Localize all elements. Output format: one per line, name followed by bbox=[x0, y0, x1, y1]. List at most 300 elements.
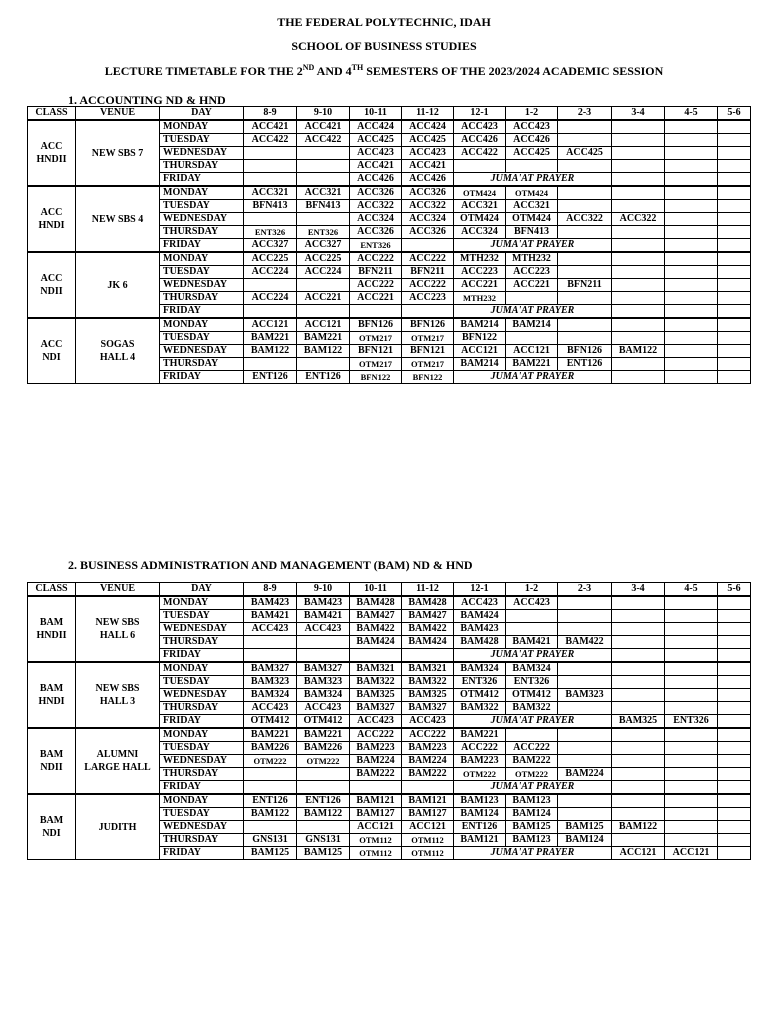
empty-cell bbox=[665, 332, 718, 345]
timetable-title: LECTURE TIMETABLE FOR THE 2ND AND 4TH SEMESTERS OF THE 2023/2024 ACADEMIC SESSION bbox=[104, 63, 664, 78]
empty-cell bbox=[558, 742, 612, 755]
class-label: NDI bbox=[42, 352, 61, 363]
empty-cell bbox=[665, 345, 718, 358]
course-cell: BAM424 bbox=[454, 610, 506, 623]
empty-cell bbox=[558, 676, 612, 689]
empty-cell bbox=[558, 623, 612, 636]
course-cell: OTM112 bbox=[402, 847, 454, 860]
empty-cell bbox=[718, 173, 751, 187]
table-row bbox=[28, 794, 751, 808]
empty-cell bbox=[665, 662, 718, 676]
course-cell: ACC326 bbox=[350, 226, 402, 239]
course-cell: ACC423 bbox=[506, 596, 558, 610]
day-cell: FRIDAY bbox=[160, 781, 244, 795]
day-cell: MONDAY bbox=[160, 662, 244, 676]
day-cell: THURSDAY bbox=[160, 292, 244, 305]
course-cell: BAM124 bbox=[506, 808, 558, 821]
course-cell: ACC425 bbox=[402, 134, 454, 147]
day-cell: WEDNESDAY bbox=[160, 279, 244, 292]
table-row bbox=[28, 596, 751, 610]
empty-cell bbox=[612, 662, 665, 676]
empty-cell bbox=[506, 160, 558, 173]
course-cell: ACC424 bbox=[350, 120, 402, 134]
empty-cell bbox=[718, 200, 751, 213]
course-cell: ACC422 bbox=[244, 134, 297, 147]
day-cell: MONDAY bbox=[160, 186, 244, 200]
empty-cell bbox=[718, 371, 751, 384]
column-header: 2-3 bbox=[558, 583, 612, 597]
table-row bbox=[28, 728, 751, 742]
empty-cell bbox=[665, 742, 718, 755]
day-cell: FRIDAY bbox=[160, 715, 244, 729]
empty-cell bbox=[558, 728, 612, 742]
course-cell: BAM214 bbox=[454, 318, 506, 332]
class-label: BAM bbox=[39, 749, 64, 760]
venue-label: LARGE HALL bbox=[84, 762, 151, 773]
empty-cell bbox=[718, 808, 751, 821]
course-cell: OTM217 bbox=[350, 332, 402, 345]
course-cell: BAM223 bbox=[454, 755, 506, 768]
course-cell: BAM327 bbox=[402, 702, 454, 715]
empty-cell bbox=[665, 186, 718, 200]
empty-cell bbox=[718, 332, 751, 345]
course-cell: ACC322 bbox=[612, 213, 665, 226]
day-cell: TUESDAY bbox=[160, 676, 244, 689]
empty-cell bbox=[402, 781, 454, 795]
empty-cell bbox=[718, 610, 751, 623]
course-cell: BAM122 bbox=[612, 821, 665, 834]
empty-cell bbox=[665, 834, 718, 847]
venue-label: JUDITH bbox=[98, 821, 137, 833]
empty-cell bbox=[454, 160, 506, 173]
course-cell: MTH232 bbox=[454, 292, 506, 305]
empty-cell bbox=[665, 266, 718, 279]
column-header: 10-11 bbox=[350, 583, 402, 597]
course-cell: BFN122 bbox=[454, 332, 506, 345]
empty-cell bbox=[718, 768, 751, 781]
course-cell: ACC222 bbox=[402, 279, 454, 292]
empty-cell bbox=[718, 847, 751, 860]
class-label: BAM bbox=[39, 815, 64, 826]
course-cell: ACC222 bbox=[350, 252, 402, 266]
empty-cell bbox=[244, 768, 297, 781]
column-header: 8-9 bbox=[244, 583, 297, 597]
empty-cell bbox=[665, 649, 718, 663]
jumaat-prayer-cell: JUMA'AT PRAYER bbox=[454, 649, 612, 663]
venue-label: NEW SBS bbox=[95, 617, 140, 628]
empty-cell bbox=[665, 226, 718, 239]
course-cell: ACC222 bbox=[350, 279, 402, 292]
empty-cell bbox=[558, 226, 612, 239]
column-header: 5-6 bbox=[718, 107, 751, 121]
empty-cell bbox=[612, 332, 665, 345]
empty-cell bbox=[612, 147, 665, 160]
empty-cell bbox=[718, 239, 751, 253]
course-cell: ENT126 bbox=[297, 794, 350, 808]
empty-cell bbox=[244, 358, 297, 371]
column-header: 10-11 bbox=[350, 107, 402, 121]
empty-cell bbox=[402, 239, 454, 253]
venue-label: HALL 3 bbox=[99, 696, 136, 707]
day-cell: TUESDAY bbox=[160, 134, 244, 147]
course-cell: BAM122 bbox=[244, 345, 297, 358]
course-cell: BAM321 bbox=[350, 662, 402, 676]
column-header: 11-12 bbox=[402, 107, 454, 121]
column-header: 3-4 bbox=[612, 583, 665, 597]
course-cell: ACC426 bbox=[350, 173, 402, 187]
course-cell: BAM125 bbox=[558, 821, 612, 834]
empty-cell bbox=[297, 768, 350, 781]
empty-cell bbox=[718, 834, 751, 847]
empty-cell bbox=[718, 636, 751, 649]
course-cell: BAM223 bbox=[350, 742, 402, 755]
class-label: NDI bbox=[42, 828, 61, 839]
day-cell: TUESDAY bbox=[160, 332, 244, 345]
empty-cell bbox=[718, 160, 751, 173]
course-cell: BAM325 bbox=[350, 689, 402, 702]
day-cell: THURSDAY bbox=[160, 636, 244, 649]
empty-cell bbox=[612, 134, 665, 147]
course-cell: ACC224 bbox=[297, 266, 350, 279]
empty-cell bbox=[506, 623, 558, 636]
course-cell: BAM121 bbox=[454, 834, 506, 847]
empty-cell bbox=[718, 186, 751, 200]
header-row bbox=[28, 583, 751, 597]
empty-cell bbox=[558, 794, 612, 808]
empty-cell bbox=[244, 279, 297, 292]
empty-cell bbox=[665, 610, 718, 623]
empty-cell bbox=[665, 213, 718, 226]
column-header: 2-3 bbox=[558, 107, 612, 121]
empty-cell bbox=[612, 239, 665, 253]
course-cell: BAM324 bbox=[506, 662, 558, 676]
empty-cell bbox=[558, 120, 612, 134]
column-header: 1-2 bbox=[506, 107, 558, 121]
course-cell: OTM222 bbox=[297, 755, 350, 768]
course-cell: BAM123 bbox=[506, 794, 558, 808]
course-cell: ACC322 bbox=[402, 200, 454, 213]
day-cell: WEDNESDAY bbox=[160, 213, 244, 226]
venue-label: ALUMNI bbox=[96, 749, 139, 760]
empty-cell bbox=[558, 610, 612, 623]
empty-cell bbox=[612, 768, 665, 781]
empty-cell bbox=[558, 200, 612, 213]
course-cell: ACC421 bbox=[350, 160, 402, 173]
course-cell: BFN413 bbox=[297, 200, 350, 213]
venue-cell bbox=[76, 252, 160, 318]
course-cell: ACC423 bbox=[244, 623, 297, 636]
course-cell: ACC224 bbox=[244, 292, 297, 305]
column-header: DAY bbox=[160, 107, 244, 121]
empty-cell bbox=[665, 279, 718, 292]
empty-cell bbox=[402, 305, 454, 319]
day-cell: WEDNESDAY bbox=[160, 623, 244, 636]
day-cell: FRIDAY bbox=[160, 371, 244, 384]
empty-cell bbox=[665, 252, 718, 266]
jumaat-prayer-cell: JUMA'AT PRAYER bbox=[454, 239, 612, 253]
course-cell: OTM217 bbox=[402, 332, 454, 345]
empty-cell bbox=[665, 200, 718, 213]
header-row bbox=[28, 107, 751, 121]
venue-cell bbox=[76, 662, 160, 728]
day-cell: TUESDAY bbox=[160, 266, 244, 279]
class-label: ACC bbox=[40, 273, 63, 284]
empty-cell bbox=[506, 610, 558, 623]
course-cell: ACC425 bbox=[558, 147, 612, 160]
class-cell bbox=[28, 120, 76, 186]
empty-cell bbox=[558, 755, 612, 768]
course-cell: ACC224 bbox=[244, 266, 297, 279]
course-cell: OTM412 bbox=[454, 689, 506, 702]
empty-cell bbox=[718, 120, 751, 134]
empty-cell bbox=[244, 160, 297, 173]
course-cell: ACC222 bbox=[350, 728, 402, 742]
class-label: NDII bbox=[40, 762, 63, 773]
course-cell: OTM112 bbox=[402, 834, 454, 847]
empty-cell bbox=[612, 623, 665, 636]
empty-cell bbox=[297, 160, 350, 173]
day-cell: THURSDAY bbox=[160, 160, 244, 173]
course-cell: ACC223 bbox=[454, 266, 506, 279]
course-cell: BAM427 bbox=[350, 610, 402, 623]
course-cell: BAM125 bbox=[244, 847, 297, 860]
day-cell: THURSDAY bbox=[160, 768, 244, 781]
empty-cell bbox=[612, 702, 665, 715]
course-cell: OTM424 bbox=[506, 186, 558, 200]
day-cell: FRIDAY bbox=[160, 173, 244, 187]
class-cell bbox=[28, 728, 76, 794]
column-header: 12-1 bbox=[454, 583, 506, 597]
course-cell: ENT126 bbox=[244, 371, 297, 384]
course-cell: ACC423 bbox=[402, 715, 454, 729]
course-cell: BAM421 bbox=[244, 610, 297, 623]
column-header: 3-4 bbox=[612, 107, 665, 121]
class-cell bbox=[28, 794, 76, 860]
course-cell: BAM322 bbox=[454, 702, 506, 715]
table-row bbox=[28, 662, 751, 676]
course-cell: BFN121 bbox=[350, 345, 402, 358]
empty-cell bbox=[612, 728, 665, 742]
class-label: ACC bbox=[40, 339, 63, 350]
course-cell: ACC121 bbox=[350, 821, 402, 834]
course-cell: OTM112 bbox=[350, 834, 402, 847]
empty-cell bbox=[244, 649, 297, 663]
course-cell: BAM125 bbox=[297, 847, 350, 860]
course-cell: BAM224 bbox=[350, 755, 402, 768]
empty-cell bbox=[612, 689, 665, 702]
empty-cell bbox=[297, 636, 350, 649]
course-cell: BAM223 bbox=[402, 742, 454, 755]
column-header: 4-5 bbox=[665, 107, 718, 121]
course-cell: OTM112 bbox=[350, 847, 402, 860]
empty-cell bbox=[665, 728, 718, 742]
course-cell: BAM221 bbox=[244, 728, 297, 742]
empty-cell bbox=[665, 768, 718, 781]
empty-cell bbox=[665, 305, 718, 319]
empty-cell bbox=[244, 213, 297, 226]
course-cell: BAM224 bbox=[558, 768, 612, 781]
empty-cell bbox=[665, 676, 718, 689]
empty-cell bbox=[718, 345, 751, 358]
course-cell: BAM221 bbox=[454, 728, 506, 742]
course-cell: BAM421 bbox=[506, 636, 558, 649]
empty-cell bbox=[558, 808, 612, 821]
day-cell: WEDNESDAY bbox=[160, 689, 244, 702]
venue-cell bbox=[76, 186, 160, 252]
course-cell: ENT326 bbox=[244, 226, 297, 239]
table-row bbox=[28, 318, 751, 332]
column-header: DAY bbox=[160, 583, 244, 597]
course-cell: ACC121 bbox=[665, 847, 718, 860]
day-cell: FRIDAY bbox=[160, 239, 244, 253]
course-cell: BAM224 bbox=[402, 755, 454, 768]
venue-cell bbox=[76, 318, 160, 384]
course-cell: BFN413 bbox=[506, 226, 558, 239]
course-cell: BAM124 bbox=[454, 808, 506, 821]
empty-cell bbox=[718, 266, 751, 279]
course-cell: ENT326 bbox=[665, 715, 718, 729]
empty-cell bbox=[297, 781, 350, 795]
course-cell: ENT326 bbox=[350, 239, 402, 253]
venue-label: NEW SBS bbox=[95, 683, 140, 694]
course-cell: ACC421 bbox=[244, 120, 297, 134]
empty-cell bbox=[558, 596, 612, 610]
course-cell: BAM221 bbox=[297, 332, 350, 345]
table-row bbox=[28, 252, 751, 266]
course-cell: BFN211 bbox=[402, 266, 454, 279]
course-cell: BAM422 bbox=[350, 623, 402, 636]
venue-label: NEW SBS 7 bbox=[91, 147, 144, 159]
course-cell: BAM427 bbox=[402, 610, 454, 623]
empty-cell bbox=[506, 292, 558, 305]
empty-cell bbox=[718, 794, 751, 808]
course-cell: ACC225 bbox=[297, 252, 350, 266]
empty-cell bbox=[665, 239, 718, 253]
course-cell: BAM428 bbox=[454, 636, 506, 649]
class-label: HNDI bbox=[38, 220, 65, 231]
empty-cell bbox=[612, 649, 665, 663]
day-cell: FRIDAY bbox=[160, 649, 244, 663]
class-label: ACC bbox=[40, 141, 63, 152]
empty-cell bbox=[297, 279, 350, 292]
course-cell: ACC222 bbox=[506, 742, 558, 755]
empty-cell bbox=[612, 676, 665, 689]
empty-cell bbox=[612, 808, 665, 821]
class-label: HNDII bbox=[36, 630, 67, 641]
empty-cell bbox=[350, 305, 402, 319]
course-cell: BAM428 bbox=[350, 596, 402, 610]
course-cell: OTM217 bbox=[402, 358, 454, 371]
course-cell: ACC324 bbox=[402, 213, 454, 226]
day-cell: WEDNESDAY bbox=[160, 345, 244, 358]
day-cell: MONDAY bbox=[160, 120, 244, 134]
empty-cell bbox=[718, 213, 751, 226]
empty-cell bbox=[558, 186, 612, 200]
course-cell: BAM122 bbox=[244, 808, 297, 821]
empty-cell bbox=[612, 292, 665, 305]
empty-cell bbox=[558, 252, 612, 266]
course-cell: OTM412 bbox=[244, 715, 297, 729]
course-cell: BAM323 bbox=[244, 676, 297, 689]
table-row bbox=[28, 186, 751, 200]
course-cell: BAM214 bbox=[506, 318, 558, 332]
venue-label: SOGAS bbox=[100, 339, 135, 350]
empty-cell bbox=[718, 649, 751, 663]
course-cell: ACC322 bbox=[350, 200, 402, 213]
empty-cell bbox=[244, 173, 297, 187]
course-cell: ACC425 bbox=[350, 134, 402, 147]
course-cell: ACC222 bbox=[402, 252, 454, 266]
course-cell: ENT326 bbox=[297, 226, 350, 239]
course-cell: OTM424 bbox=[454, 186, 506, 200]
course-cell: ACC221 bbox=[454, 279, 506, 292]
day-cell: FRIDAY bbox=[160, 847, 244, 860]
empty-cell bbox=[297, 173, 350, 187]
course-cell: ACC221 bbox=[297, 292, 350, 305]
venue-label: JK 6 bbox=[107, 279, 128, 291]
empty-cell bbox=[612, 252, 665, 266]
table-row bbox=[28, 120, 751, 134]
course-cell: ACC424 bbox=[402, 120, 454, 134]
course-cell: ACC321 bbox=[506, 200, 558, 213]
empty-cell bbox=[665, 358, 718, 371]
course-cell: BFN126 bbox=[350, 318, 402, 332]
empty-cell bbox=[718, 742, 751, 755]
course-cell: ACC324 bbox=[454, 226, 506, 239]
course-cell: BAM214 bbox=[454, 358, 506, 371]
empty-cell bbox=[612, 279, 665, 292]
course-cell: OTM222 bbox=[506, 768, 558, 781]
empty-cell bbox=[244, 636, 297, 649]
course-cell: ACC426 bbox=[506, 134, 558, 147]
empty-cell bbox=[297, 821, 350, 834]
day-cell: WEDNESDAY bbox=[160, 147, 244, 160]
empty-cell bbox=[244, 305, 297, 319]
empty-cell bbox=[718, 676, 751, 689]
empty-cell bbox=[350, 781, 402, 795]
course-cell: BAM324 bbox=[244, 689, 297, 702]
class-label: BAM bbox=[39, 683, 64, 694]
course-cell: BAM121 bbox=[402, 794, 454, 808]
course-cell: ACC221 bbox=[506, 279, 558, 292]
empty-cell bbox=[718, 821, 751, 834]
course-cell: BAM422 bbox=[402, 623, 454, 636]
empty-cell bbox=[612, 742, 665, 755]
class-cell bbox=[28, 596, 76, 662]
empty-cell bbox=[665, 596, 718, 610]
institution-title: THE FEDERAL POLYTECHNIC, IDAH bbox=[277, 15, 491, 29]
empty-cell bbox=[612, 120, 665, 134]
empty-cell bbox=[506, 728, 558, 742]
course-cell: OTM412 bbox=[506, 689, 558, 702]
section-title-accounting: 1. ACCOUNTING ND & HND bbox=[68, 93, 226, 107]
course-cell: BAM322 bbox=[506, 702, 558, 715]
course-cell: BAM325 bbox=[402, 689, 454, 702]
course-cell: BAM125 bbox=[506, 821, 558, 834]
course-cell: BAM421 bbox=[297, 610, 350, 623]
column-header: CLASS bbox=[28, 107, 76, 121]
course-cell: BAM122 bbox=[297, 808, 350, 821]
venue-cell bbox=[76, 596, 160, 662]
empty-cell bbox=[297, 649, 350, 663]
course-cell: ACC423 bbox=[244, 702, 297, 715]
class-label: HNDI bbox=[38, 696, 65, 707]
course-cell: BAM423 bbox=[454, 623, 506, 636]
empty-cell bbox=[612, 610, 665, 623]
course-cell: BAM324 bbox=[454, 662, 506, 676]
column-header: VENUE bbox=[76, 107, 160, 121]
empty-cell bbox=[665, 134, 718, 147]
